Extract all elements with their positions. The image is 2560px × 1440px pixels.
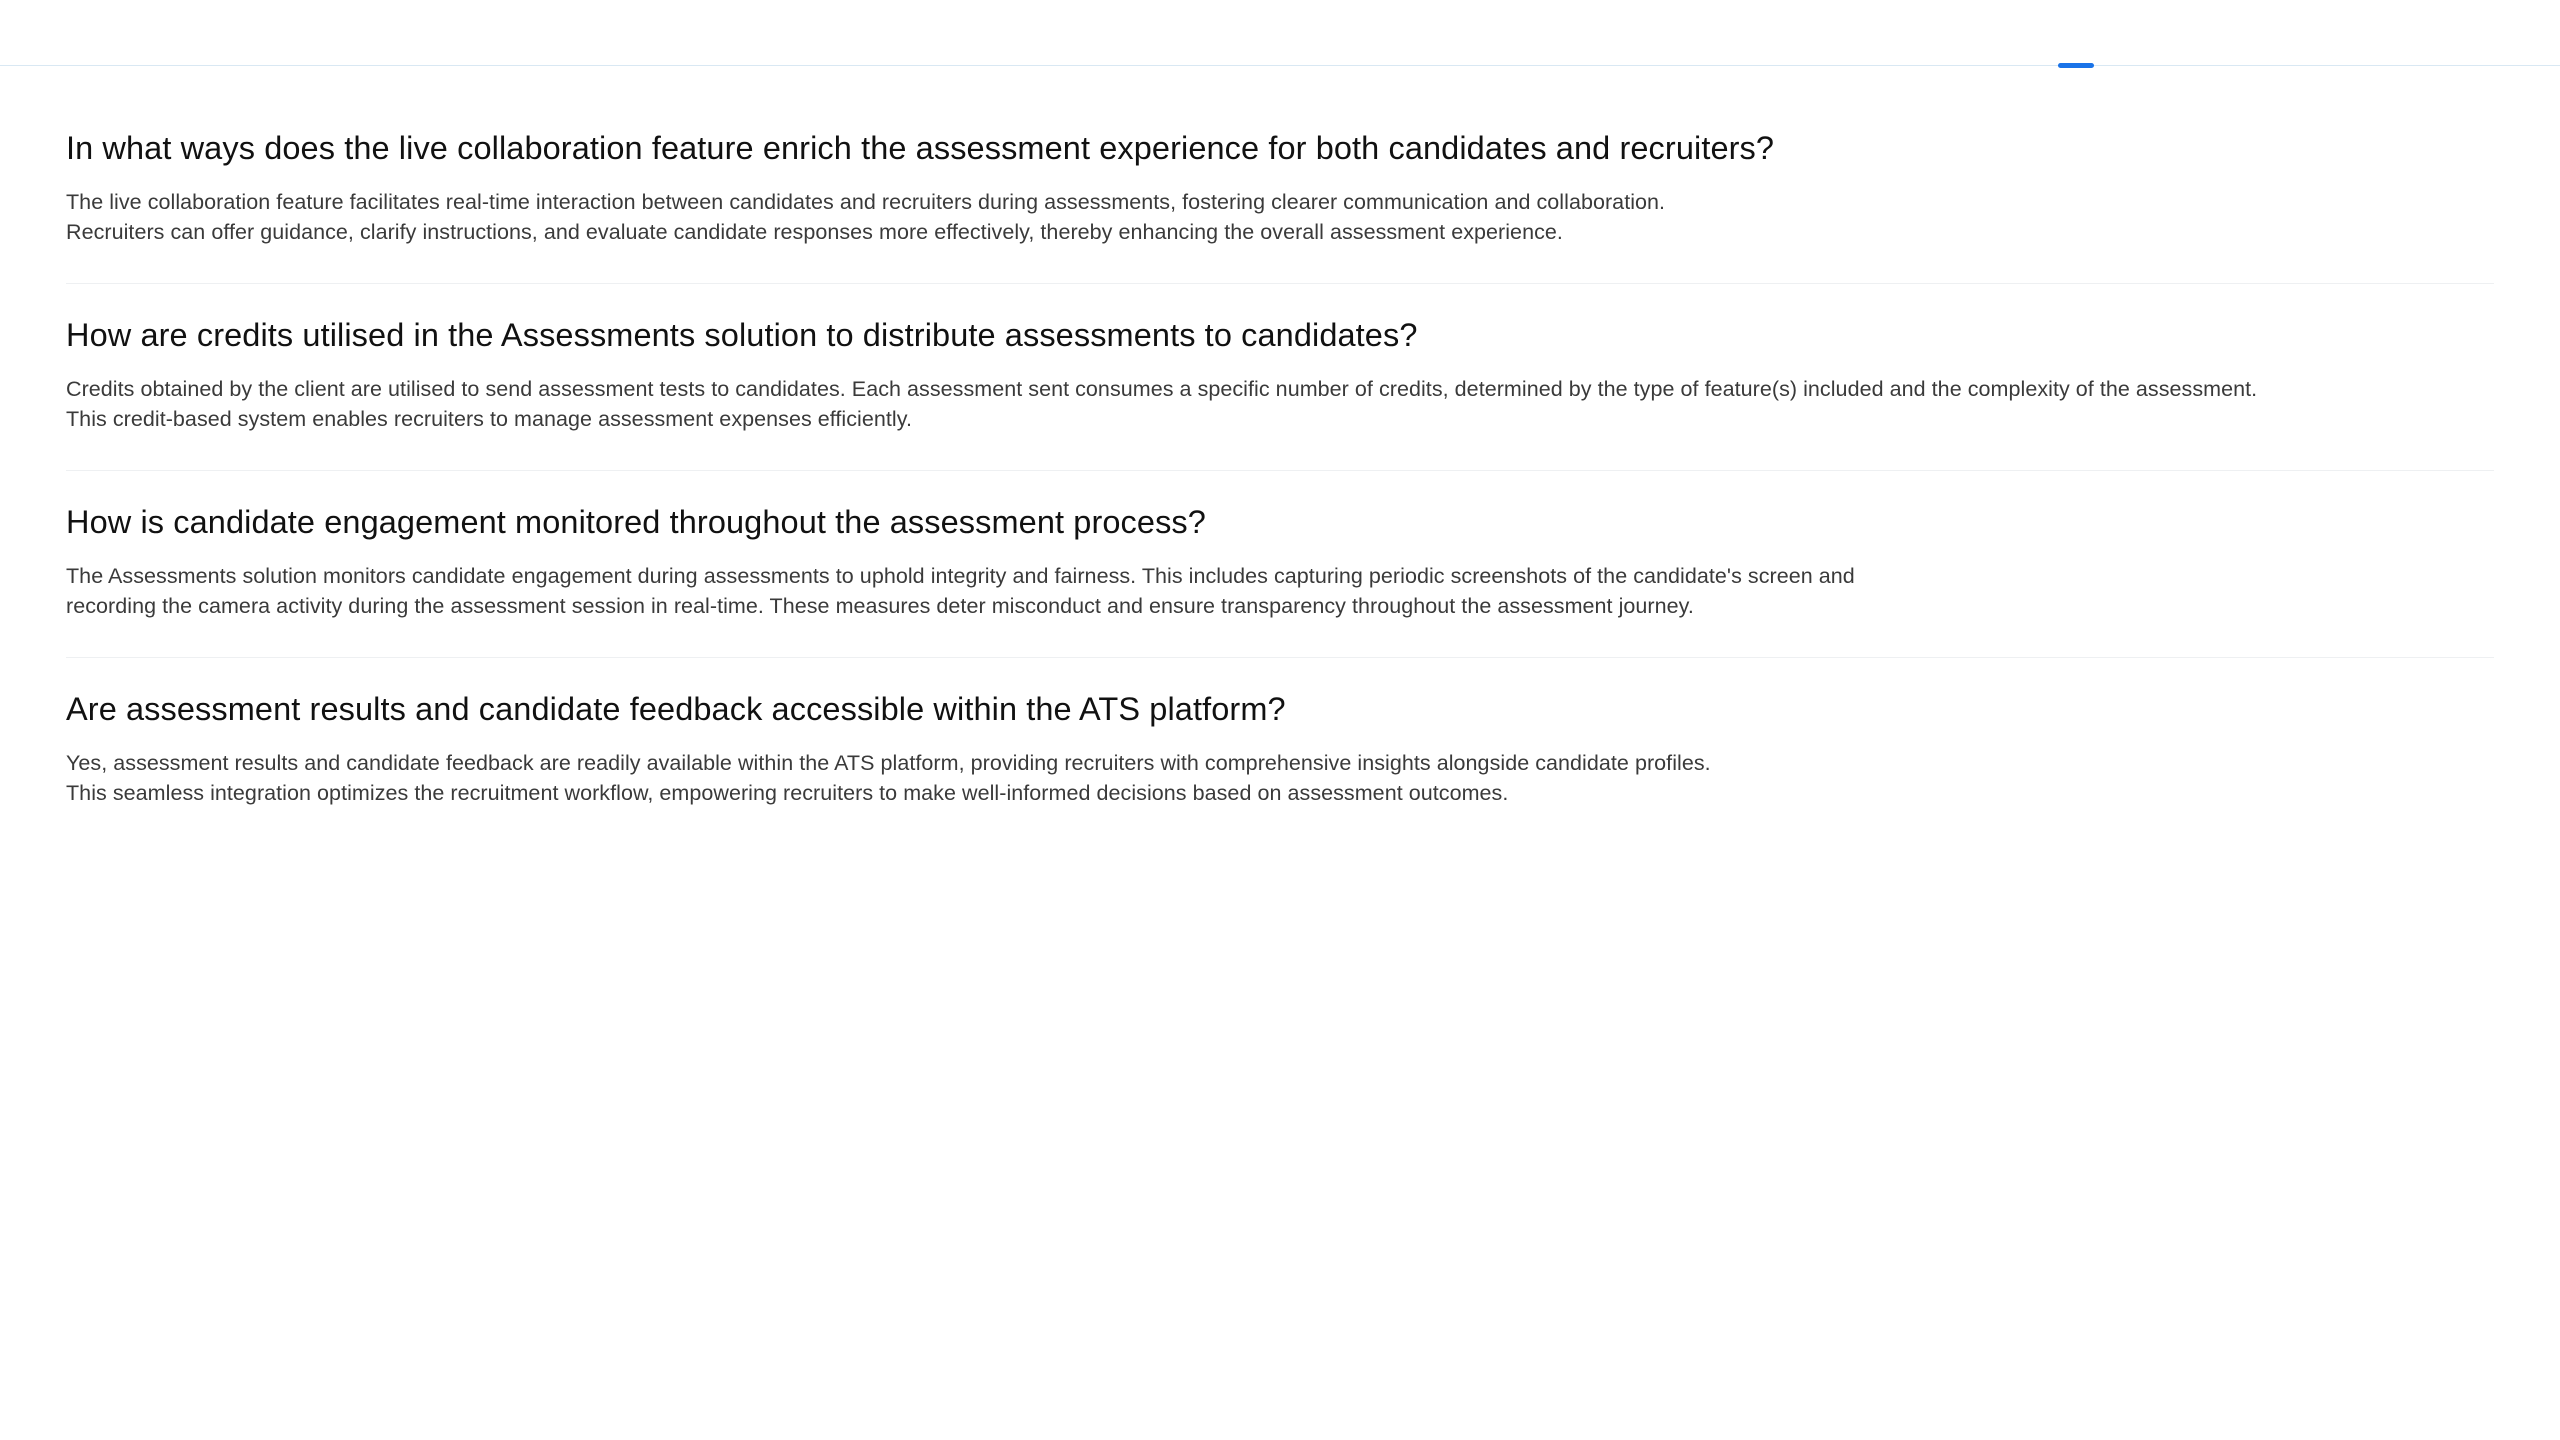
faq-answer-line: The live collaboration feature facilitates real-time interaction between candidates and recruiters during assessments, fostering clearer communication and collaboration. — [66, 190, 1666, 214]
faq-answer — [66, 562, 2494, 621]
faq-answer-line: This credit-based system enables recruiters to manage assessment expenses efficiently. — [66, 406, 912, 431]
faq-question: Are assessment results and candidate feedback accessible within the ATS platform? — [66, 691, 1286, 727]
faq-answer-line: Recruiters can offer guidance, clarify instructions, and evaluate candidate responses more effectively, thereby enhancing the overall assessment experience. — [66, 219, 1563, 244]
faq-item — [66, 96, 2494, 284]
active-tab-indicator — [2058, 63, 2094, 68]
faq-answer — [66, 188, 2494, 247]
faq-answer — [66, 749, 2494, 808]
faq-item — [66, 471, 2494, 658]
faq-answer-line: Yes, assessment results and candidate feedback are readily available within the ATS platform, providing recruiters with comprehensive insights alongside candidate profiles. — [66, 751, 1711, 775]
faq-item — [66, 284, 2494, 471]
faq-answer — [66, 375, 2494, 434]
faq-item — [66, 658, 2494, 844]
faq-answer-line: recording the camera activity during the assessment session in real-time. These measures deter misconduct and ensure transparency throughout the assessment journey. — [66, 593, 1694, 618]
faq-list — [66, 96, 2494, 844]
faq-question: How are credits utilised in the Assessments solution to distribute assessments to candidates? — [66, 317, 1418, 353]
faq-question: How is candidate engagement monitored throughout the assessment process? — [66, 504, 1206, 540]
top-nav-bar — [0, 0, 2560, 66]
faq-answer-line: The Assessments solution monitors candidate engagement during assessments to uphold integrity and fairness. This includes capturing periodic screenshots of the candidate's screen and — [66, 564, 1855, 588]
faq-answer-line: Credits obtained by the client are utilised to send assessment tests to candidates. Each assessment sent consumes a specific number of credits, determined by the type of feature(s) included and the complexity of the assessment. — [66, 377, 2258, 401]
faq-answer-line: This seamless integration optimizes the recruitment workflow, empowering recruiters to make well-informed decisions based on assessment outcomes. — [66, 780, 1509, 805]
faq-question: In what ways does the live collaboration feature enrich the assessment experience for both candidates and recruiters? — [66, 130, 1775, 166]
